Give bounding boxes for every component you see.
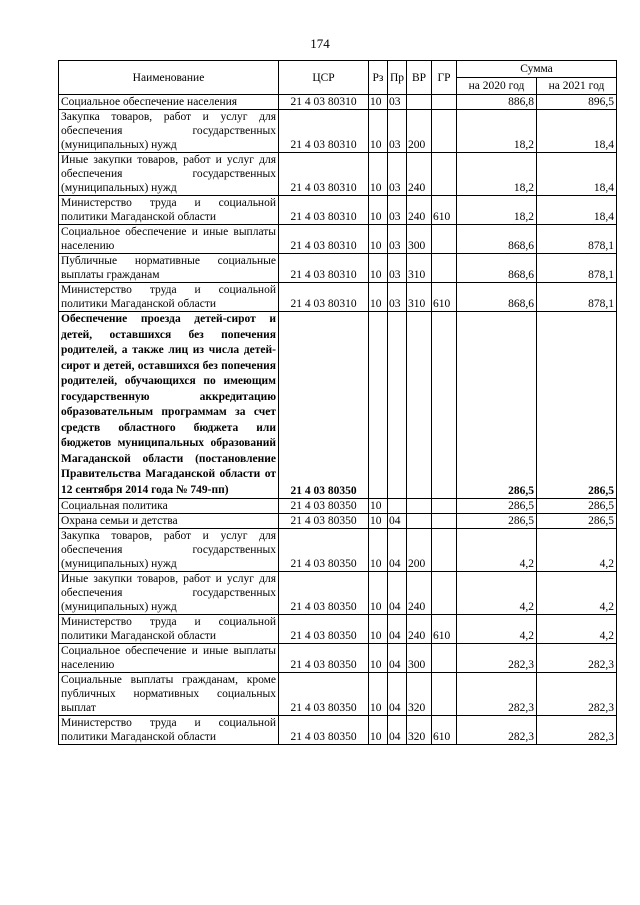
- row-pr: 04: [388, 529, 407, 572]
- row-vr: 310: [407, 254, 432, 283]
- row-value-2021: 282,3: [537, 716, 617, 745]
- row-pr: [388, 312, 407, 499]
- row-value-2020: 4,2: [457, 615, 537, 644]
- row-vr: 240: [407, 196, 432, 225]
- row-rz: 10: [369, 254, 388, 283]
- row-value-2020: 868,6: [457, 254, 537, 283]
- row-gr: [432, 153, 457, 196]
- row-pr: 04: [388, 514, 407, 529]
- row-vr: [407, 514, 432, 529]
- table-row: [59, 499, 617, 514]
- row-name: Иные закупки товаров, работ и услуг для обеспечения государственных (муниципальных) нужд: [59, 153, 279, 196]
- row-rz: 10: [369, 153, 388, 196]
- row-gr: [432, 254, 457, 283]
- row-gr: [432, 529, 457, 572]
- row-pr: 03: [388, 153, 407, 196]
- header-gr: ГР: [432, 61, 457, 95]
- row-value-2021: 286,5: [537, 312, 617, 499]
- row-value-2021: 4,2: [537, 529, 617, 572]
- table-body: [59, 95, 617, 745]
- row-name: Иные закупки товаров, работ и услуг для обеспечения государственных (муниципальных) нужд: [59, 572, 279, 615]
- row-name: Министерство труда и социальной политики Магаданской области: [59, 716, 279, 745]
- row-name: Социальная политика: [59, 499, 279, 514]
- row-pr: 03: [388, 196, 407, 225]
- row-csr: 21 4 03 80350: [279, 514, 369, 529]
- table-row: [59, 110, 617, 153]
- row-csr: 21 4 03 80310: [279, 153, 369, 196]
- row-csr: 21 4 03 80310: [279, 95, 369, 110]
- table-row: [59, 225, 617, 254]
- row-rz: 10: [369, 196, 388, 225]
- row-value-2020: 868,6: [457, 225, 537, 254]
- row-csr: 21 4 03 80350: [279, 644, 369, 673]
- row-name: Социальное обеспечение и иные выплаты населению: [59, 225, 279, 254]
- row-pr: 03: [388, 95, 407, 110]
- row-value-2021: 18,4: [537, 110, 617, 153]
- row-vr: 200: [407, 529, 432, 572]
- row-csr: 21 4 03 80350: [279, 572, 369, 615]
- budget-table: [58, 60, 617, 745]
- row-vr: [407, 312, 432, 499]
- row-name: Обеспечение проезда детей-сирот и детей, оставшихся без попечения родителей, а также лиц из числа детей-сирот и детей, оставшихся без попечения родителей, обучающихся по имеющим государственную аккредитацию образовательным программам за счет средств областного бюджета или бюджетов муниципальных образований Магаданской области (постановление Правительства Магаданской области от 12 сентября 2014 года № 749-пп): [59, 312, 279, 499]
- row-gr: [432, 225, 457, 254]
- row-name: Охрана семьи и детства: [59, 514, 279, 529]
- row-name: Закупка товаров, работ и услуг для обеспечения государственных (муниципальных) нужд: [59, 110, 279, 153]
- row-name: Социальное обеспечение и иные выплаты населению: [59, 644, 279, 673]
- row-rz: 10: [369, 572, 388, 615]
- table-row: [59, 196, 617, 225]
- row-value-2021: 878,1: [537, 225, 617, 254]
- header-csr: ЦСР: [279, 61, 369, 95]
- row-value-2020: 282,3: [457, 644, 537, 673]
- row-gr: [432, 644, 457, 673]
- row-value-2021: 4,2: [537, 572, 617, 615]
- row-rz: 10: [369, 499, 388, 514]
- row-pr: 04: [388, 716, 407, 745]
- header-year-2021: на 2021 год: [537, 78, 617, 95]
- row-rz: 10: [369, 514, 388, 529]
- row-csr: 21 4 03 80310: [279, 110, 369, 153]
- row-csr: 21 4 03 80310: [279, 196, 369, 225]
- table-row: [59, 572, 617, 615]
- row-vr: 200: [407, 110, 432, 153]
- row-gr: [432, 514, 457, 529]
- table-row: [59, 716, 617, 745]
- table-row: [59, 153, 617, 196]
- table-row: [59, 529, 617, 572]
- row-value-2021: 286,5: [537, 499, 617, 514]
- table-row-section: [59, 312, 617, 499]
- header-pr: Пр: [388, 61, 407, 95]
- row-value-2021: 282,3: [537, 644, 617, 673]
- table-row: [59, 95, 617, 110]
- row-value-2020: 286,5: [457, 499, 537, 514]
- row-value-2021: 18,4: [537, 153, 617, 196]
- row-gr: 610: [432, 196, 457, 225]
- row-rz: 10: [369, 673, 388, 716]
- row-name: Социальные выплаты гражданам, кроме публичных нормативных социальных выплат: [59, 673, 279, 716]
- header-rz: Рз: [369, 61, 388, 95]
- row-vr: 240: [407, 572, 432, 615]
- header-name: Наименование: [59, 61, 279, 95]
- table-row: [59, 254, 617, 283]
- row-vr: 240: [407, 153, 432, 196]
- row-vr: 240: [407, 615, 432, 644]
- row-rz: 10: [369, 716, 388, 745]
- row-value-2021: 286,5: [537, 514, 617, 529]
- row-value-2021: 878,1: [537, 254, 617, 283]
- row-csr: 21 4 03 80310: [279, 225, 369, 254]
- row-csr: 21 4 03 80350: [279, 312, 369, 499]
- row-pr: [388, 499, 407, 514]
- row-value-2020: 18,2: [457, 196, 537, 225]
- row-value-2021: 18,4: [537, 196, 617, 225]
- row-rz: 10: [369, 644, 388, 673]
- header-vr: ВР: [407, 61, 432, 95]
- row-name: Министерство труда и социальной политики Магаданской области: [59, 196, 279, 225]
- row-rz: 10: [369, 225, 388, 254]
- row-value-2020: 868,6: [457, 283, 537, 312]
- row-value-2020: 18,2: [457, 153, 537, 196]
- row-value-2020: 4,2: [457, 529, 537, 572]
- row-vr: 300: [407, 225, 432, 254]
- table-row: [59, 644, 617, 673]
- row-name: Министерство труда и социальной политики Магаданской области: [59, 283, 279, 312]
- row-rz: 10: [369, 283, 388, 312]
- row-pr: 03: [388, 110, 407, 153]
- row-gr: 610: [432, 615, 457, 644]
- page-number: 174: [310, 36, 330, 51]
- row-pr: 04: [388, 673, 407, 716]
- row-gr: [432, 499, 457, 514]
- row-gr: 610: [432, 716, 457, 745]
- row-gr: [432, 312, 457, 499]
- row-pr: 04: [388, 615, 407, 644]
- row-value-2021: 282,3: [537, 673, 617, 716]
- row-gr: [432, 95, 457, 110]
- row-csr: 21 4 03 80350: [279, 673, 369, 716]
- row-gr: [432, 110, 457, 153]
- row-csr: 21 4 03 80350: [279, 529, 369, 572]
- row-name: Министерство труда и социальной политики Магаданской области: [59, 615, 279, 644]
- header-year-2020: на 2020 год: [457, 78, 537, 95]
- row-value-2020: 886,8: [457, 95, 537, 110]
- row-value-2020: 4,2: [457, 572, 537, 615]
- row-pr: 04: [388, 644, 407, 673]
- row-csr: 21 4 03 80350: [279, 499, 369, 514]
- row-value-2021: 896,5: [537, 95, 617, 110]
- row-vr: [407, 499, 432, 514]
- row-csr: 21 4 03 80350: [279, 615, 369, 644]
- table-row: [59, 283, 617, 312]
- row-vr: [407, 95, 432, 110]
- row-rz: 10: [369, 95, 388, 110]
- row-name: Публичные нормативные социальные выплаты гражданам: [59, 254, 279, 283]
- row-value-2020: 18,2: [457, 110, 537, 153]
- row-value-2021: 4,2: [537, 615, 617, 644]
- row-pr: 04: [388, 572, 407, 615]
- row-value-2021: 878,1: [537, 283, 617, 312]
- row-pr: 03: [388, 254, 407, 283]
- row-name: Закупка товаров, работ и услуг для обеспечения государственных (муниципальных) нужд: [59, 529, 279, 572]
- row-vr: 310: [407, 283, 432, 312]
- row-gr: 610: [432, 283, 457, 312]
- row-rz: 10: [369, 615, 388, 644]
- row-rz: 10: [369, 529, 388, 572]
- row-csr: 21 4 03 80310: [279, 283, 369, 312]
- header-sum: Сумма: [457, 61, 617, 78]
- row-csr: 21 4 03 80350: [279, 716, 369, 745]
- row-pr: 03: [388, 225, 407, 254]
- row-value-2020: 282,3: [457, 673, 537, 716]
- row-gr: [432, 572, 457, 615]
- table-row: [59, 514, 617, 529]
- row-name: Социальное обеспечение населения: [59, 95, 279, 110]
- table-row: [59, 673, 617, 716]
- row-value-2020: 286,5: [457, 312, 537, 499]
- row-csr: 21 4 03 80310: [279, 254, 369, 283]
- row-value-2020: 282,3: [457, 716, 537, 745]
- row-pr: 03: [388, 283, 407, 312]
- row-vr: 320: [407, 716, 432, 745]
- row-gr: [432, 673, 457, 716]
- row-value-2020: 286,5: [457, 514, 537, 529]
- row-vr: 320: [407, 673, 432, 716]
- table-row: [59, 615, 617, 644]
- row-rz: 10: [369, 110, 388, 153]
- row-vr: 300: [407, 644, 432, 673]
- row-rz: [369, 312, 388, 499]
